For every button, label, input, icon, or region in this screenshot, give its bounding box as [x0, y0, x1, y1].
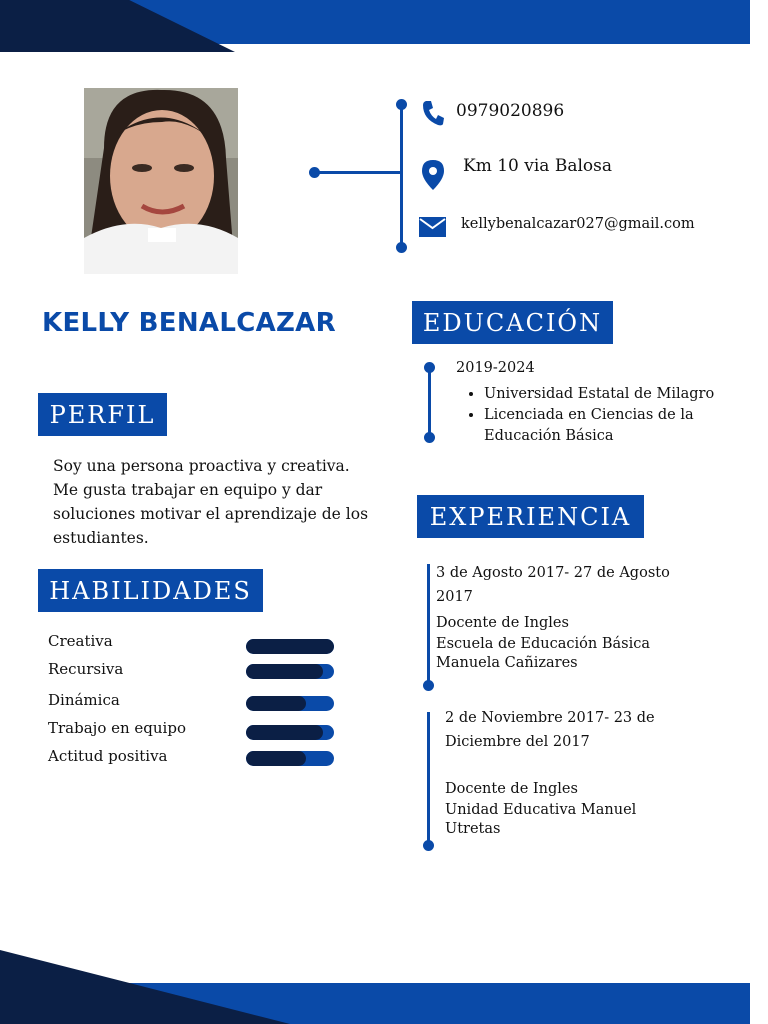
- section-heading-perfil: PERFIL: [38, 393, 167, 436]
- experience-timeline-dot: [423, 840, 434, 851]
- perfil-text: Soy una persona proactiva y creativa. Me gusta trabajar en equipo y dar soluciones motivar el aprendizaje de los estudiantes.: [53, 457, 369, 547]
- skill-bar-fill: [246, 751, 306, 766]
- profile-photo-image: [84, 88, 238, 274]
- contact-address: Km 10 via Balosa: [463, 156, 612, 176]
- skill-bar-fill: [246, 725, 323, 740]
- experience-role: Docente de Ingles: [445, 781, 578, 797]
- section-heading-experiencia: EXPERIENCIA: [417, 495, 644, 538]
- skill-label: Actitud positiva: [48, 747, 168, 765]
- skill-bar: [246, 696, 334, 711]
- envelope-icon: [419, 217, 446, 237]
- education-item: • Universidad Estatal de Milagro: [484, 384, 744, 405]
- contact-email[interactable]: kellybenalcazar027@gmail.com: [461, 216, 695, 232]
- experience-place: Unidad Educativa Manuel Utretas: [445, 802, 637, 837]
- experience-timeline-dot: [423, 680, 434, 691]
- skill-bar-fill: [246, 639, 334, 654]
- education-list: [466, 384, 744, 447]
- contact-vertical-line: [400, 104, 403, 248]
- location-pin-icon: [421, 159, 445, 191]
- education-years: 2019-2024: [456, 360, 535, 376]
- section-heading-habilidades: HABILIDADES: [38, 569, 263, 612]
- experience-timeline-line: [427, 712, 430, 846]
- experience-role: Docente de Ingles: [436, 615, 569, 631]
- experience-place: Escuela de Educación Básica Manuela Cañizares: [436, 636, 650, 671]
- skill-label: Dinámica: [48, 691, 120, 709]
- section-heading-educacion: EDUCACIÓN: [412, 301, 613, 344]
- skill-bar: [246, 664, 334, 679]
- skill-label: Recursiva: [48, 660, 124, 678]
- education-timeline-dot: [424, 362, 435, 373]
- skill-bar: [246, 639, 334, 654]
- contact-phone: 0979020896: [456, 101, 565, 121]
- phone-icon: [421, 99, 445, 127]
- education-timeline-dot: [424, 432, 435, 443]
- profile-photo: [84, 88, 238, 274]
- person-name: KELLY BENALCAZAR: [42, 308, 336, 338]
- skill-label: Creativa: [48, 632, 113, 650]
- skill-bar-fill: [246, 696, 306, 711]
- education-item: • Licenciada en Ciencias de la Educación Básica: [484, 405, 744, 447]
- contact-line-bottom-dot: [396, 242, 407, 253]
- experience-date: 2 de Noviembre 2017- 23 de Diciembre del 2017: [445, 710, 655, 750]
- skill-bar-fill: [246, 664, 323, 679]
- experience-date: 3 de Agosto 2017- 27 de Agosto 2017: [436, 565, 670, 605]
- experience-timeline-line: [427, 564, 430, 686]
- contact-line-top-dot: [396, 99, 407, 110]
- skill-bar: [246, 751, 334, 766]
- skill-bar: [246, 725, 334, 740]
- skill-label: Trabajo en equipo: [48, 719, 186, 737]
- contact-connector-line: [314, 171, 402, 174]
- education-timeline-line: [428, 368, 431, 438]
